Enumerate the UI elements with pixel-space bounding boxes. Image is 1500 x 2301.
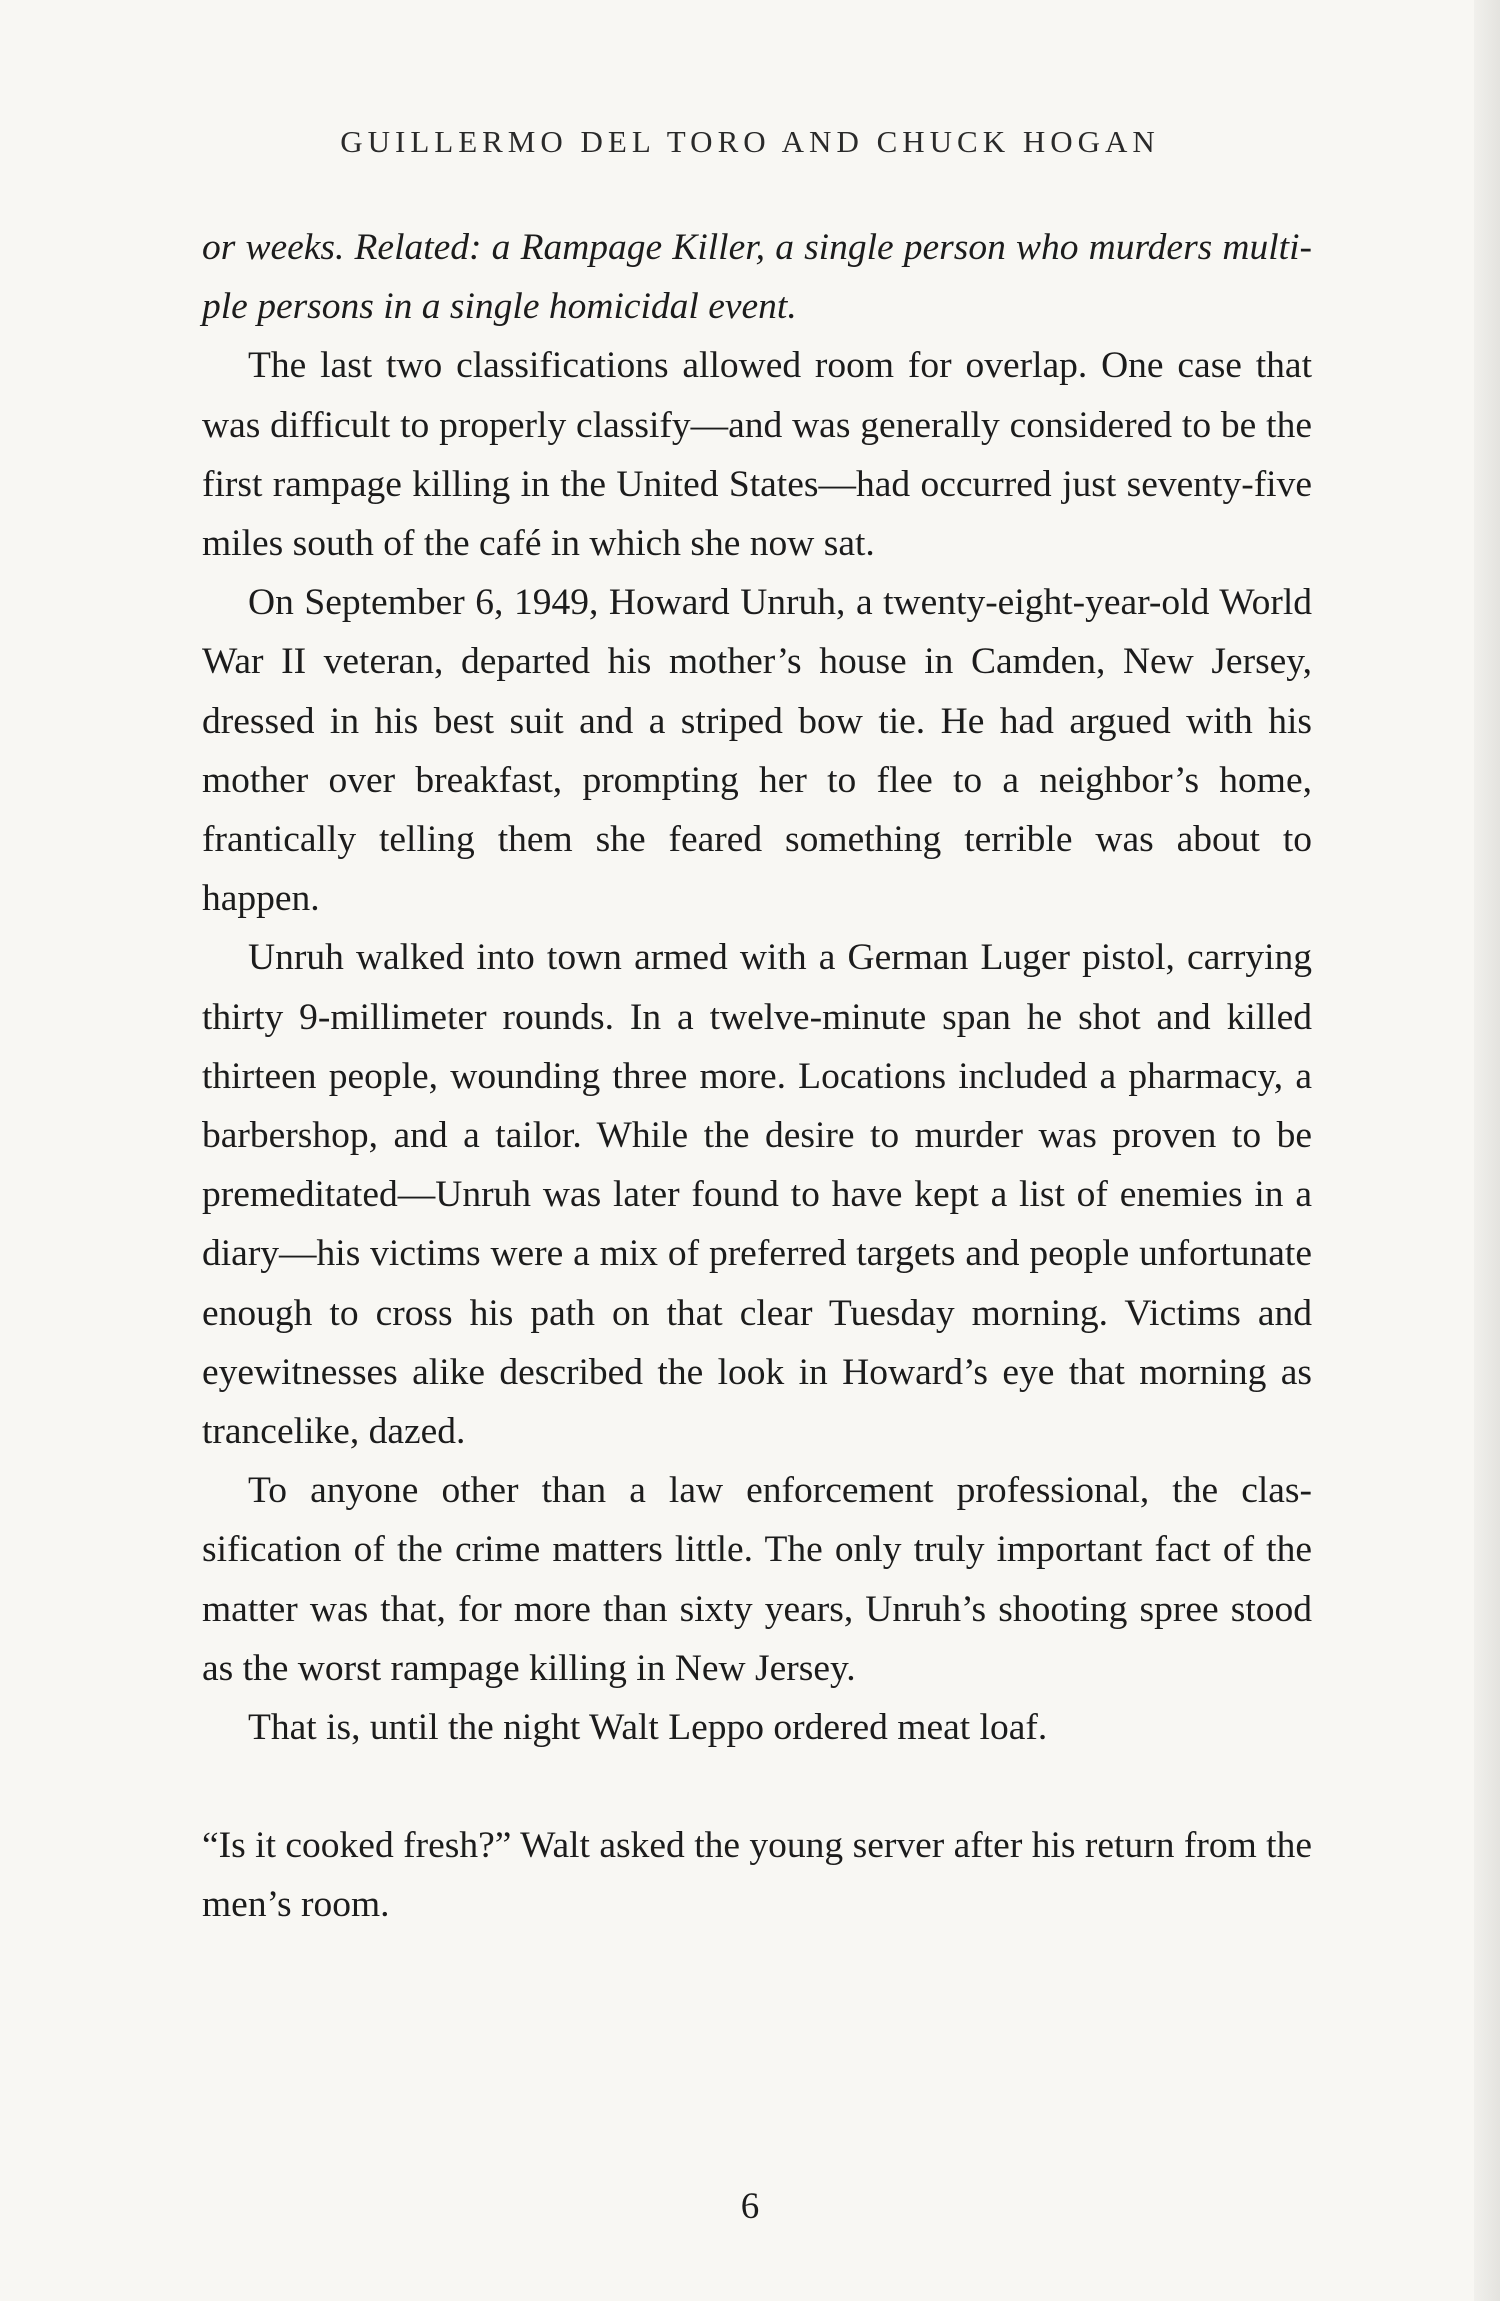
paragraph: That is, until the night Walt Leppo ordered meat loaf. [248,1707,1048,1749]
body-text [202,218,1312,1935]
running-head: GUILLERMO DEL TORO AND CHUCK HOGAN [340,124,1160,159]
paragraph: Unruh walked into town armed with a German Luger pistol, carrying thirty 9-millimeter rounds. In a twelve-minute span he shot and killed thirteen people, wounding three more. Locations included a pharmacy, a barbershop, and a tailor. While the desire to murder was proven to be premeditated—Unruh was later found to have kept a list of enemies in a diary—his victims were a mix of preferred targets and people unfortunate enough to cross his path on that clear Tuesday morning. Victims and eyewitnesses alike described the look in Howard’s eye that morning as trancelike, dazed. [202,937,1312,1453]
paragraph: The last two classifications allowed room for overlap. One case that was difficult to properly classify—and was generally considered to be the first rampage killing in the United States—had occurred just seventy-five miles south of the café in which she now sat. [202,345,1312,565]
paragraph: To anyone other than a law enforcement professional, the classification of the crime matters little. The only truly important fact of the matter was that, for more than sixty years, Unruh’s shooting spree stood as the worst rampage killing in New Jersey. [202,1470,1312,1689]
paragraph-continuation: or weeks. Related: a Rampage Killer, a single person who murders multiple persons in a single homicidal event. [202,227,1312,328]
page-number: 6 [740,2186,760,2227]
paragraph-scene-start: “Is it cooked fresh?” Walt asked the young server after his return from the men’s room. [202,1825,1312,1926]
paragraph: On September 6, 1949, Howard Unruh, a twenty-eight-year-old World War II veteran, departed his mother’s house in Camden, New Jersey, dressed in his best suit and a striped bow tie. He had argued with his mother over breakfast, prompting her to flee to a neighbor’s home, frantically telling them she feared something terrible was about to happen. [202,582,1312,920]
scene-break [202,1757,1312,1816]
page-edge-shadow [1474,0,1500,2301]
